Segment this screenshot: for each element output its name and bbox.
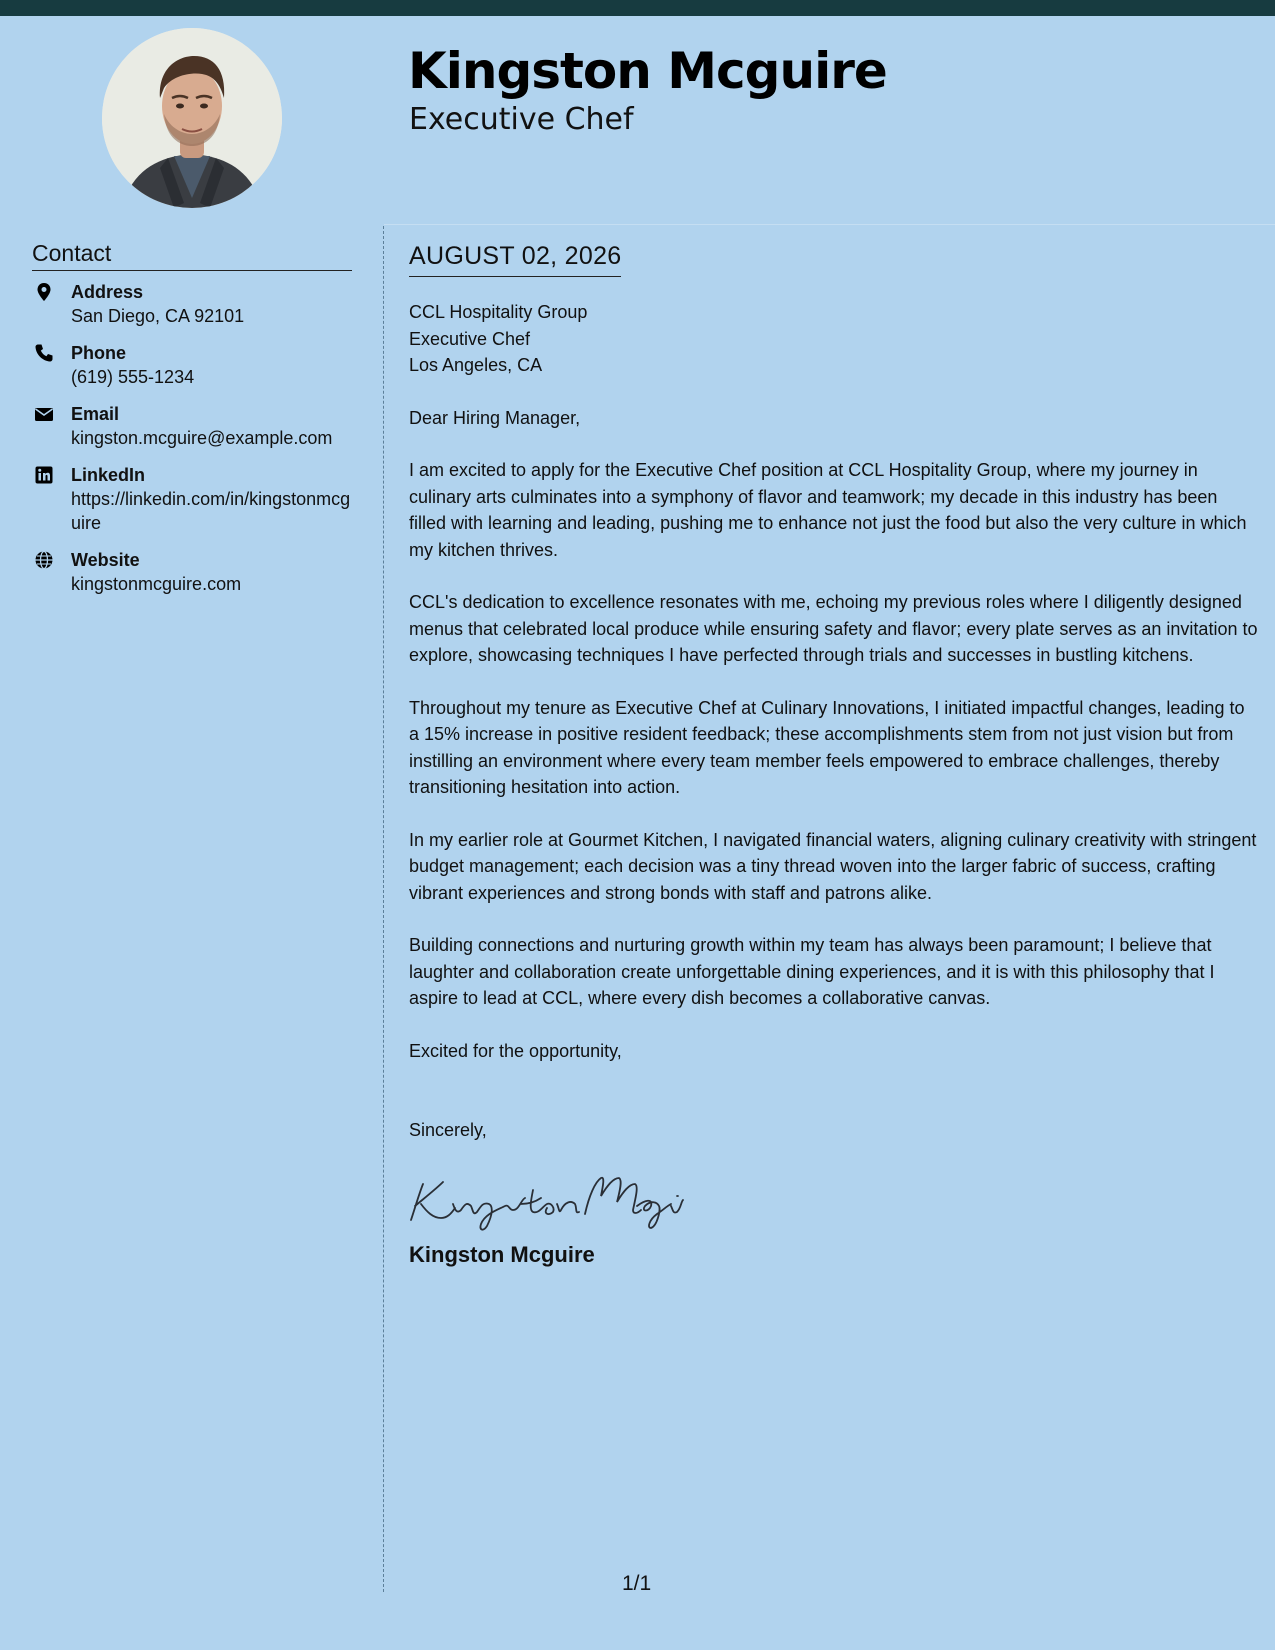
contact-heading: Contact xyxy=(32,240,352,271)
sign-off: Sincerely, xyxy=(409,1120,487,1140)
contact-phone xyxy=(32,342,352,389)
recipient-block xyxy=(409,299,1259,379)
contact-label: Phone xyxy=(71,343,127,363)
contact-sidebar xyxy=(32,240,352,610)
contact-label: Address xyxy=(71,282,144,302)
header-divider xyxy=(384,224,1275,225)
candidate-name: Kingston Mcguire xyxy=(408,42,887,100)
contact-label: Website xyxy=(71,550,140,570)
letter-paragraph: In my earlier role at Gourmet Kitchen, I navigated financial waters, aligning culinary creativity with stringent budget management; each decision was a tiny thread woven into the larger fabric of success, crafting vibrant experiences and strong bonds with staff and patrons alike. xyxy=(409,829,1257,903)
map-pin-icon xyxy=(34,282,54,302)
recipient-position: Executive Chef xyxy=(409,328,531,349)
letter-body xyxy=(409,242,1259,1268)
contact-value[interactable]: kingstonmcguire.com xyxy=(71,574,242,594)
phone-icon xyxy=(34,343,54,363)
profile-photo-illustration xyxy=(102,28,282,208)
contact-label: Email xyxy=(71,404,120,424)
contact-value[interactable]: kingston.mcguire@example.com xyxy=(71,428,333,448)
signature-drawing xyxy=(409,1170,689,1232)
contact-value[interactable]: https://linkedin.com/in/kingstonmcguire xyxy=(71,489,351,533)
signer-name: Kingston Mcguire xyxy=(409,1241,595,1267)
candidate-title: Executive Chef xyxy=(409,102,634,137)
contact-email xyxy=(32,403,352,450)
contact-value: San Diego, CA 92101 xyxy=(71,306,245,326)
handwritten-signature xyxy=(409,1170,1259,1232)
letter-paragraph: CCL's dedication to excellence resonates with me, echoing my previous roles where I diligently designed menus that celebrated local produce while ensuring safety and flavor; every plate serves as an invitation to explore, showcasing techniques I have perfected through trials and successes in bustling kitchens. xyxy=(409,592,1258,665)
linkedin-icon xyxy=(34,465,54,485)
profile-photo xyxy=(102,28,282,208)
globe-icon xyxy=(34,550,54,570)
contact-website xyxy=(32,549,352,596)
contact-value: (619) 555-1234 xyxy=(71,367,195,387)
recipient-company: CCL Hospitality Group xyxy=(409,302,588,322)
column-divider xyxy=(383,226,384,1592)
recipient-location: Los Angeles, CA xyxy=(409,355,543,375)
page-number: 1/1 xyxy=(622,1572,652,1595)
contact-linkedin xyxy=(32,464,352,535)
contact-address xyxy=(32,281,352,328)
letter-paragraph: Building connections and nurturing growth within my team has always been paramount; I believe that laughter and collaboration create unforgettable dining experiences, and it is with this philosophy that I aspire to lead at CCL, where every dish becomes a collaborative canvas. xyxy=(409,935,1215,1008)
contact-label: LinkedIn xyxy=(71,465,146,485)
salutation: Dear Hiring Manager, xyxy=(409,407,581,428)
letter-paragraph: Throughout my tenure as Executive Chef at Culinary Innovations, I initiated impactful changes, leading to a 15% increase in positive resident feedback; these accomplishments stem from not just vision but from instilling an environment where every team member feels empowered to embrace challenges, thereby transitioning hesitation into action. xyxy=(409,697,1245,797)
top-accent-bar xyxy=(0,0,1275,16)
letter-paragraph: I am excited to apply for the Executive Chef position at CCL Hospitality Group, where my journey in culinary arts culminates into a symphony of flavor and teamwork; my decade in this industry has been filled with learning and leading, pushing me to enhance not just the food but also the very culture in which my kitchen thrives. xyxy=(409,460,1247,560)
envelope-icon xyxy=(34,404,54,424)
closing-line: Excited for the opportunity, xyxy=(409,1040,622,1061)
letter-date: AUGUST 02, 2026 xyxy=(409,242,621,277)
